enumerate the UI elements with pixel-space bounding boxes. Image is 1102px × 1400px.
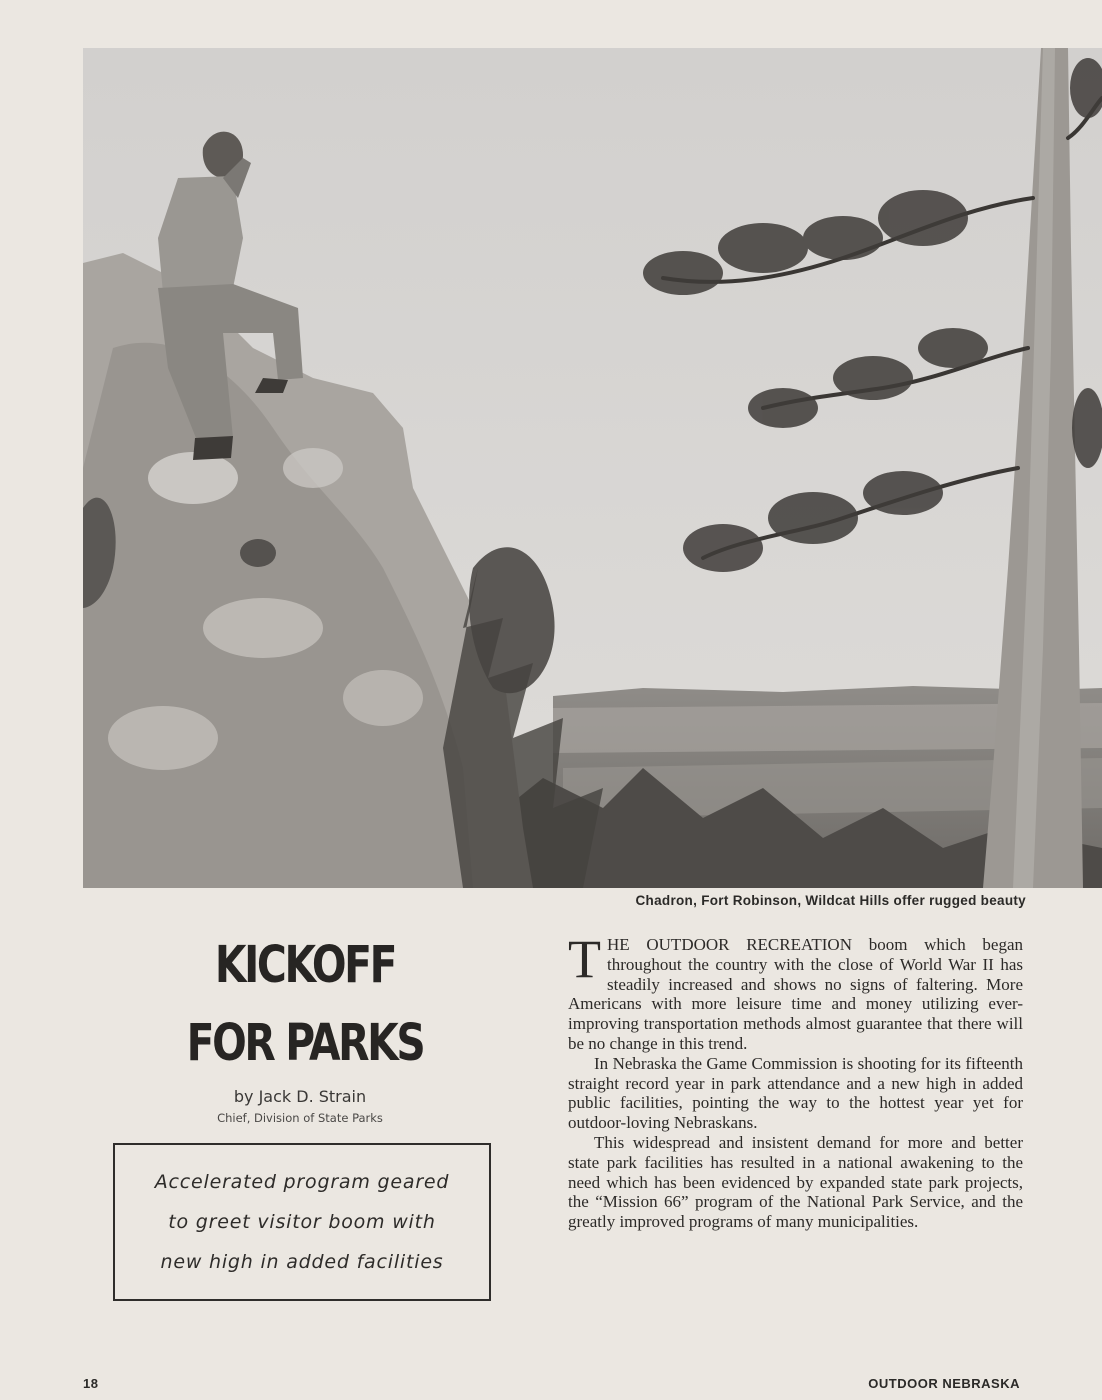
photo-caption: Chadron, Fort Robinson, Wildcat Hills offer rugged beauty	[635, 893, 1026, 908]
deck-line: new high in added facilities	[160, 1251, 444, 1273]
paragraph-1	[568, 929, 1023, 1054]
paragraph-3: This widespread and insistent demand for more and better state park facilities has resulted in a national awakening to the need which has been evidenced by expanded state park projects, the “Mission 66” program of the National Park Service, and the greatly improved programs of many municipalities.	[568, 1132, 1023, 1232]
headline-line-2: FOR PARKS	[186, 1014, 424, 1073]
byline: by Jack D. Strain	[233, 1087, 367, 1106]
deck-box	[113, 1143, 491, 1301]
cover-photo	[83, 48, 1102, 888]
photo-illustration	[83, 48, 1102, 888]
paragraph-2: In Nebraska the Game Commission is shooting for its fifteenth straight record year in park attendance and a new high in added public facilities, pointing the way to the hottest year yet for outdoor-loving Nebraskans.	[568, 1053, 1023, 1133]
paragraph-1-text: HE OUTDOOR RECREATION boom which began throughout the country with the close of World War II has steadily increased and shows no signs of faltering. More Americans with more leisure time and money utilizing ever-improving transportation methods almost guarantee that there will be no change in this trend.	[568, 935, 1023, 1053]
magazine-name: OUTDOOR NEBRASKA	[868, 1376, 1020, 1391]
article-body	[568, 929, 1023, 1232]
headline-line-1: KICKOFF	[214, 936, 396, 995]
drop-cap: T	[568, 929, 601, 989]
deck-line: to greet visitor boom with	[168, 1211, 436, 1233]
author-title: Chief, Division of State Parks	[217, 1111, 383, 1125]
deck-line: Accelerated program geared	[154, 1171, 450, 1193]
page-number: 18	[83, 1376, 99, 1391]
